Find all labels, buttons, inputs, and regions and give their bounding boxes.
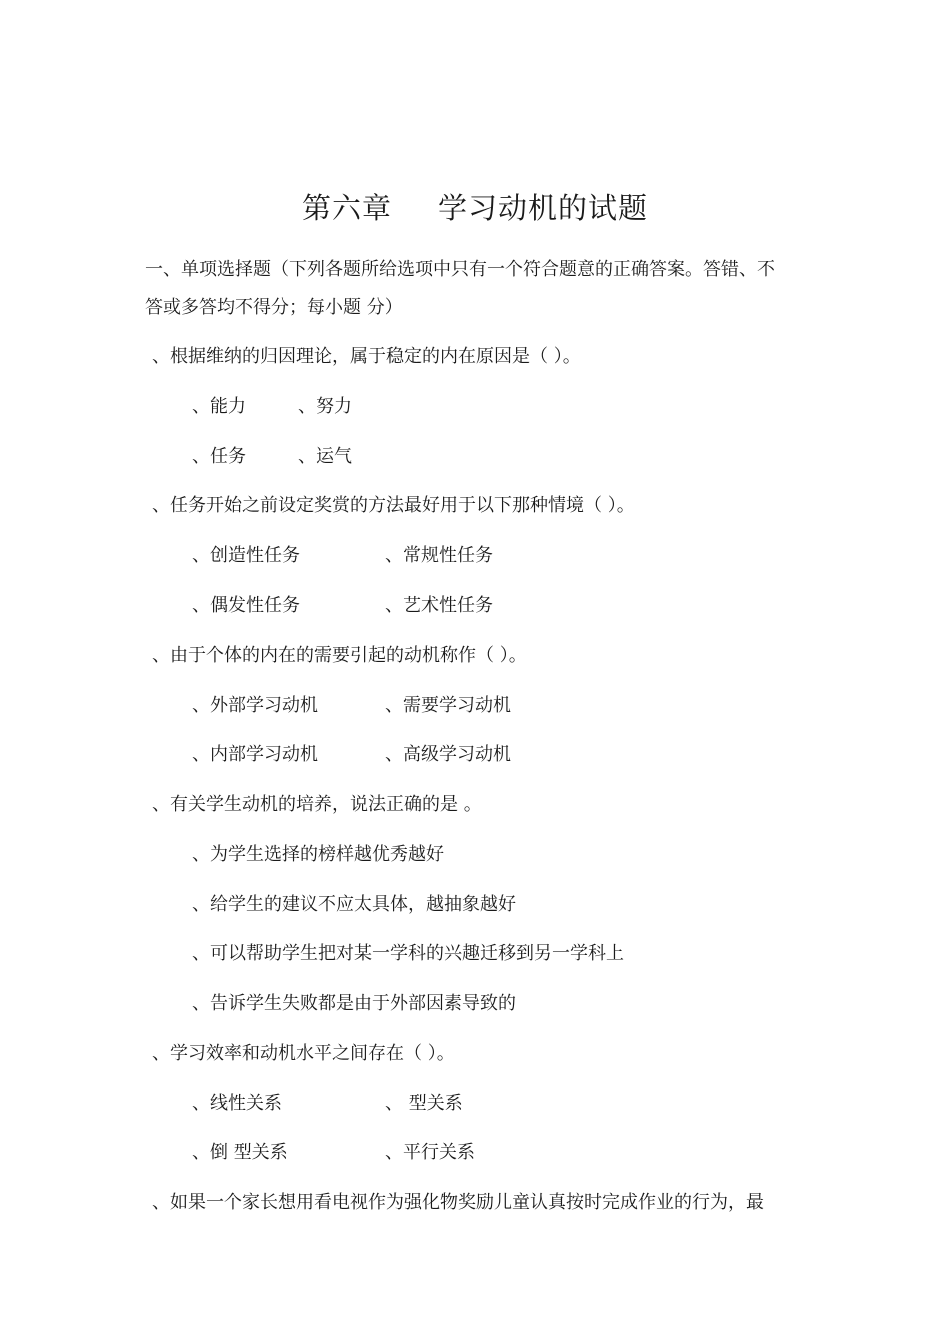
question-2-stem: 、任务开始之前设定奖赏的方法最好用于以下那种情境（ ）。 (152, 495, 635, 516)
question-3-option-d: 、高级学习动机 (385, 744, 511, 765)
question-2-option-c: 、偶发性任务 (192, 595, 300, 616)
page-title (0, 186, 950, 227)
title-name: 学习动机的试题 (438, 191, 649, 225)
question-2-option-b: 、常规性任务 (385, 545, 493, 566)
question-3-stem: 、由于个体的内在的需要引起的动机称作（ ）。 (152, 645, 527, 666)
title-chapter: 第六章 (301, 191, 392, 225)
question-4-option-b: 、给学生的建议不应太具体，越抽象越好 (192, 894, 516, 915)
question-1-option-c: 、任务 (192, 446, 246, 467)
question-2-option-d: 、艺术性任务 (385, 595, 493, 616)
question-5-option-a: 、线性关系 (192, 1093, 282, 1114)
question-5-option-c: 、倒 型关系 (192, 1142, 288, 1163)
question-1-stem: 、根据维纳的归因理论，属于稳定的内在原因是（ ）。 (152, 346, 581, 367)
question-1-option-d: 、运气 (298, 446, 352, 467)
section-heading-line2: 答或多答均不得分；每小题 分） (145, 297, 403, 318)
section-heading-line1: 一、单项选择题（下列各题所给选项中只有一个符合题意的正确答案。答错、不 (145, 259, 775, 280)
question-1-option-b: 、努力 (298, 396, 352, 417)
question-5-stem: 、学习效率和动机水平之间存在（ ）。 (152, 1043, 455, 1064)
question-4-stem: 、有关学生动机的培养，说法正确的是 。 (152, 794, 482, 815)
question-6-stem: 、如果一个家长想用看电视作为强化物奖励儿童认真按时完成作业的行为，最 (152, 1192, 764, 1213)
question-5-option-d: 、平行关系 (385, 1142, 475, 1163)
question-5-option-b: 、 型关系 (385, 1093, 463, 1114)
question-4-option-a: 、为学生选择的榜样越优秀越好 (192, 844, 444, 865)
question-3-option-b: 、需要学习动机 (385, 695, 511, 716)
question-3-option-c: 、内部学习动机 (192, 744, 318, 765)
question-1-option-a: 、能力 (192, 396, 246, 417)
question-2-option-a: 、创造性任务 (192, 545, 300, 566)
question-4-option-d: 、告诉学生失败都是由于外部因素导致的 (192, 993, 516, 1014)
question-3-option-a: 、外部学习动机 (192, 695, 318, 716)
question-4-option-c: 、可以帮助学生把对某一学科的兴趣迁移到另一学科上 (192, 943, 624, 964)
